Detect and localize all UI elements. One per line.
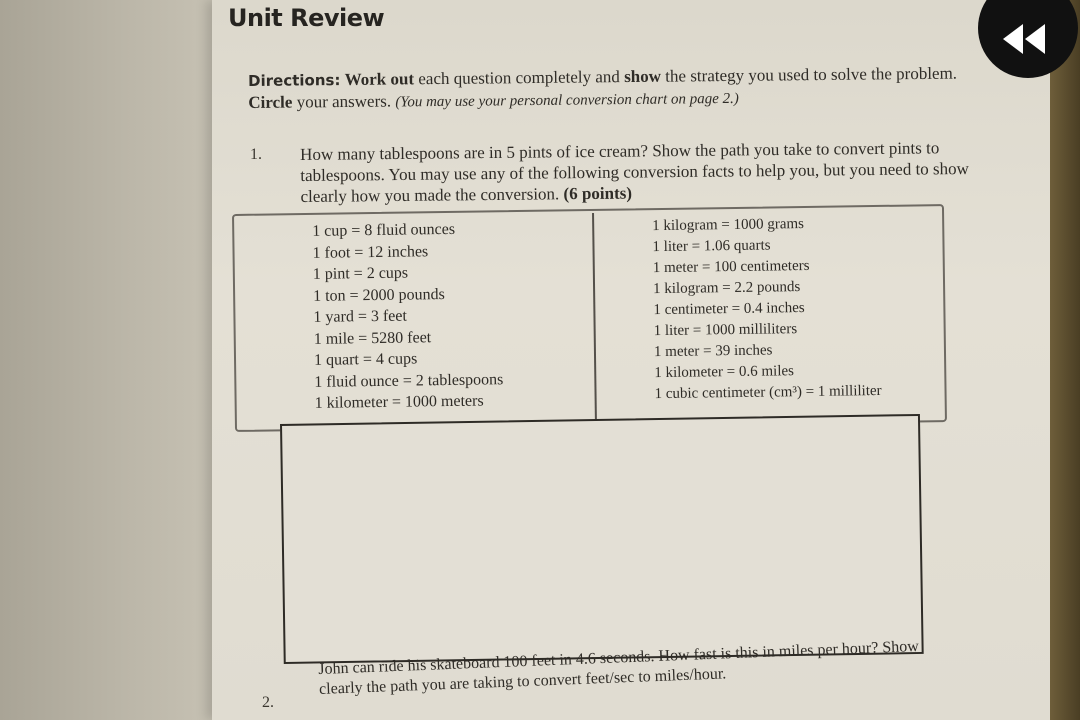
conversion-fact: 1 meter = 39 inches <box>653 342 773 361</box>
book-edge <box>1050 0 1080 720</box>
conversion-fact: 1 liter = 1.06 quarts <box>652 237 771 256</box>
conversion-column-right <box>652 213 882 405</box>
conversion-fact: 1 pint = 2 cups <box>312 264 409 283</box>
question-2-number: 2. <box>262 694 274 711</box>
question-1-points: (6 points) <box>563 183 633 204</box>
conversion-fact: 1 fluid ounce = 2 tablespoons <box>314 370 504 391</box>
answer-box[interactable] <box>280 414 924 664</box>
conversion-fact: 1 ton = 2000 pounds <box>313 285 445 305</box>
directions-show: show <box>624 66 662 87</box>
directions-work-out: Work out <box>344 69 415 89</box>
directions <box>248 62 978 115</box>
conversion-fact: 1 meter = 100 centimeters <box>652 257 810 277</box>
conversion-fact: 1 kilogram = 1000 grams <box>652 216 805 235</box>
conversion-fact: 1 centimeter = 0.4 inches <box>653 300 805 319</box>
conversion-fact: 1 kilometer = 1000 meters <box>314 392 484 412</box>
conversion-fact: 1 kilogram = 2.2 pounds <box>652 279 801 298</box>
page-title: Unit Review <box>228 4 385 32</box>
conversion-fact: 1 yard = 3 feet <box>313 307 407 326</box>
conversion-fact: 1 quart = 4 cups <box>313 350 418 369</box>
question-2-text: John can ride his skateboard 100 feet in 4.6 seconds. How fast is this in miles per hour? Show clearly the path you are taking to convert feet/sec to miles/hour. <box>318 637 920 698</box>
conversion-fact: 1 cup = 8 fluid ounces <box>312 220 456 240</box>
directions-note: (You may use your personal conversion chart on page 2.) <box>395 90 739 111</box>
directions-text1: each question completely and <box>413 67 625 89</box>
rewind-icon <box>1003 24 1047 54</box>
question-1-text: How many tablespoons are in 5 pints of ice cream? Show the path you take to convert pints to tablespoons. You may use any of the following conversion facts to help you, but you need to show clearly how you made the conversion. <box>300 138 969 206</box>
conversion-fact: 1 cubic centimeter (cm³) = 1 milliliter <box>654 382 882 403</box>
directions-label: Directions: <box>248 71 341 90</box>
question-1 <box>300 137 971 207</box>
conversion-fact: 1 foot = 12 inches <box>312 242 429 262</box>
directions-circle: Circle <box>248 92 293 112</box>
conversion-column-left <box>312 218 504 414</box>
left-page <box>0 0 220 720</box>
directions-text2: the strategy you used to solve the problem. <box>660 63 958 86</box>
conversion-table <box>232 204 945 430</box>
conversion-fact: 1 mile = 5280 feet <box>313 328 432 348</box>
directions-text3: your answers. <box>292 91 392 112</box>
conversion-fact: 1 liter = 1000 milliliters <box>653 321 798 340</box>
question-1-number: 1. <box>250 146 262 163</box>
conversion-fact: 1 kilometer = 0.6 miles <box>654 363 795 382</box>
